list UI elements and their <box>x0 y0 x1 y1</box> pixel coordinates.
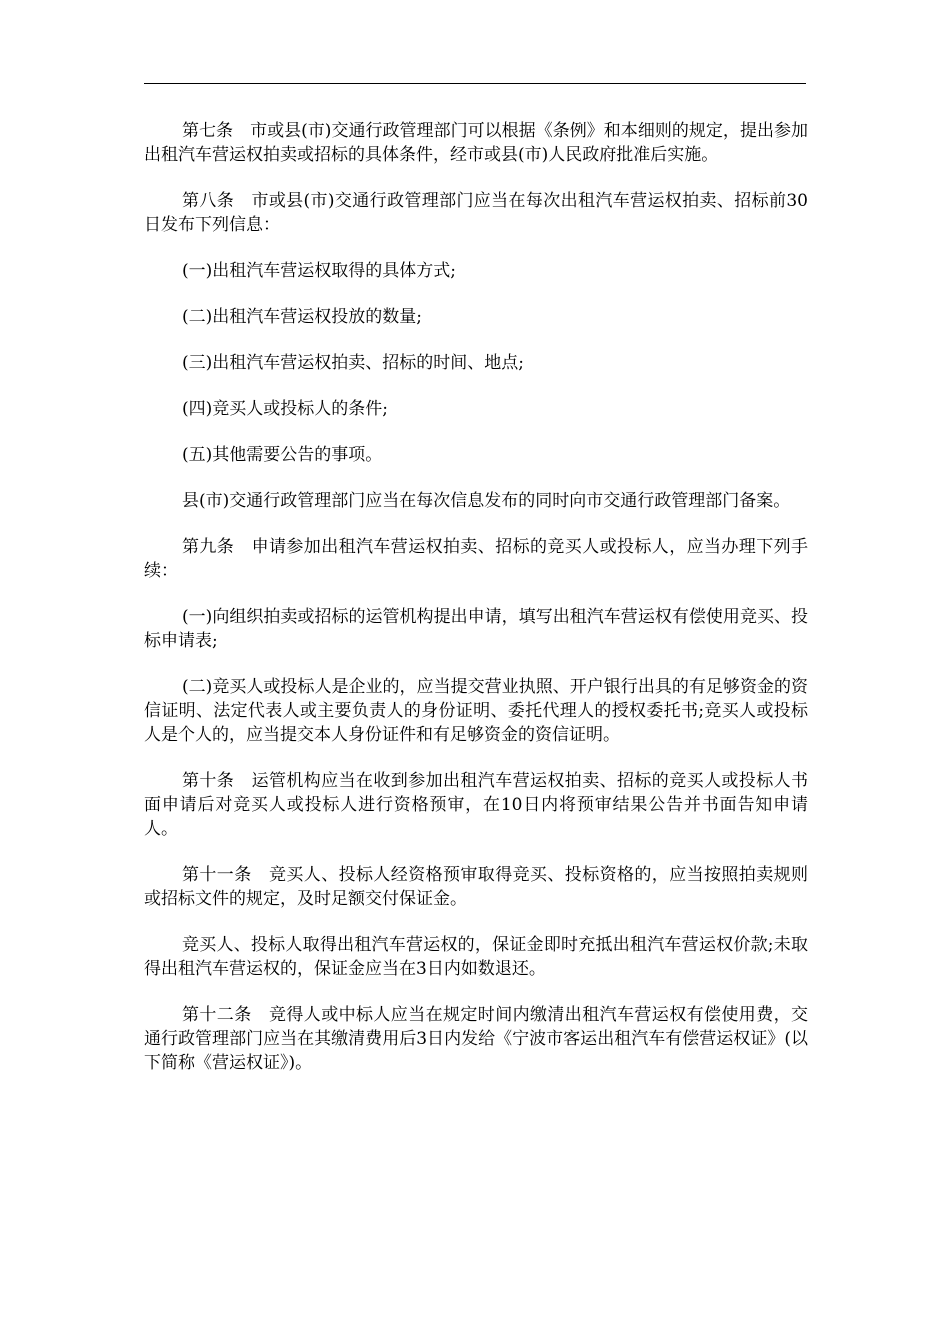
article-12-paragraph: 第十二条 竞得人或中标人应当在规定时间内缴清出租汽车营运权有偿使用费，交通行政管理部门应当在其缴清费用后3日内发给《宁波市客运出租汽车有偿营运权证》(以下简称《营运权证》)。 <box>144 1005 808 1073</box>
article-8-paragraph: 第八条 市或县(市)交通行政管理部门应当在每次出租汽车营运权拍卖、招标前30日发布下列信息： <box>144 191 808 235</box>
article-11-deposit-paragraph: 竞买人、投标人取得出租汽车营运权的，保证金即时充抵出租汽车营运权价款;未取得出租汽车营运权的，保证金应当在3日内如数退还。 <box>144 935 808 979</box>
article-7-paragraph: 第七条 市或县(市)交通行政管理部门可以根据《条例》和本细则的规定，提出参加出租汽车营运权拍卖或招标的具体条件，经市或县(市)人民政府批准后实施。 <box>144 121 808 165</box>
article-11-paragraph: 第十一条 竞买人、投标人经资格预审取得竞买、投标资格的，应当按照拍卖规则或招标文件的规定，及时足额交付保证金。 <box>144 865 808 909</box>
document-body <box>144 119 808 1097</box>
article-8-item-2: (二)出租汽车营运权投放的数量; <box>182 307 422 327</box>
article-8-item-1: (一)出租汽车营运权取得的具体方式; <box>182 261 456 281</box>
article-8-item-4: (四)竞买人或投标人的条件; <box>182 399 388 419</box>
article-8-item-5: (五)其他需要公告的事项。 <box>182 445 383 465</box>
article-10-paragraph: 第十条 运管机构应当在收到参加出租汽车营运权拍卖、招标的竞买人或投标人书面申请后对竞买人或投标人进行资格预审，在10日内将预审结果公告并书面告知申请人。 <box>144 771 808 839</box>
article-9-item-1: (一)向组织拍卖或招标的运管机构提出申请，填写出租汽车营运权有偿使用竞买、投标申请表; <box>144 607 808 651</box>
article-9-paragraph: 第九条 申请参加出租汽车营运权拍卖、招标的竞买人或投标人，应当办理下列手续： <box>144 537 808 581</box>
article-9-item-2: (二)竞买人或投标人是企业的，应当提交营业执照、开户银行出具的有足够资金的资信证明、法定代表人或主要负责人的身份证明、委托代理人的授权委托书;竞买人或投标人是个人的，应当提交本人身份证件和有足够资金的资信证明。 <box>144 677 808 745</box>
header-rule <box>144 83 806 84</box>
article-8-item-3: (三)出租汽车营运权拍卖、招标的时间、地点; <box>182 353 524 373</box>
article-8-filing-paragraph: 县(市)交通行政管理部门应当在每次信息发布的同时向市交通行政管理部门备案。 <box>182 491 791 511</box>
